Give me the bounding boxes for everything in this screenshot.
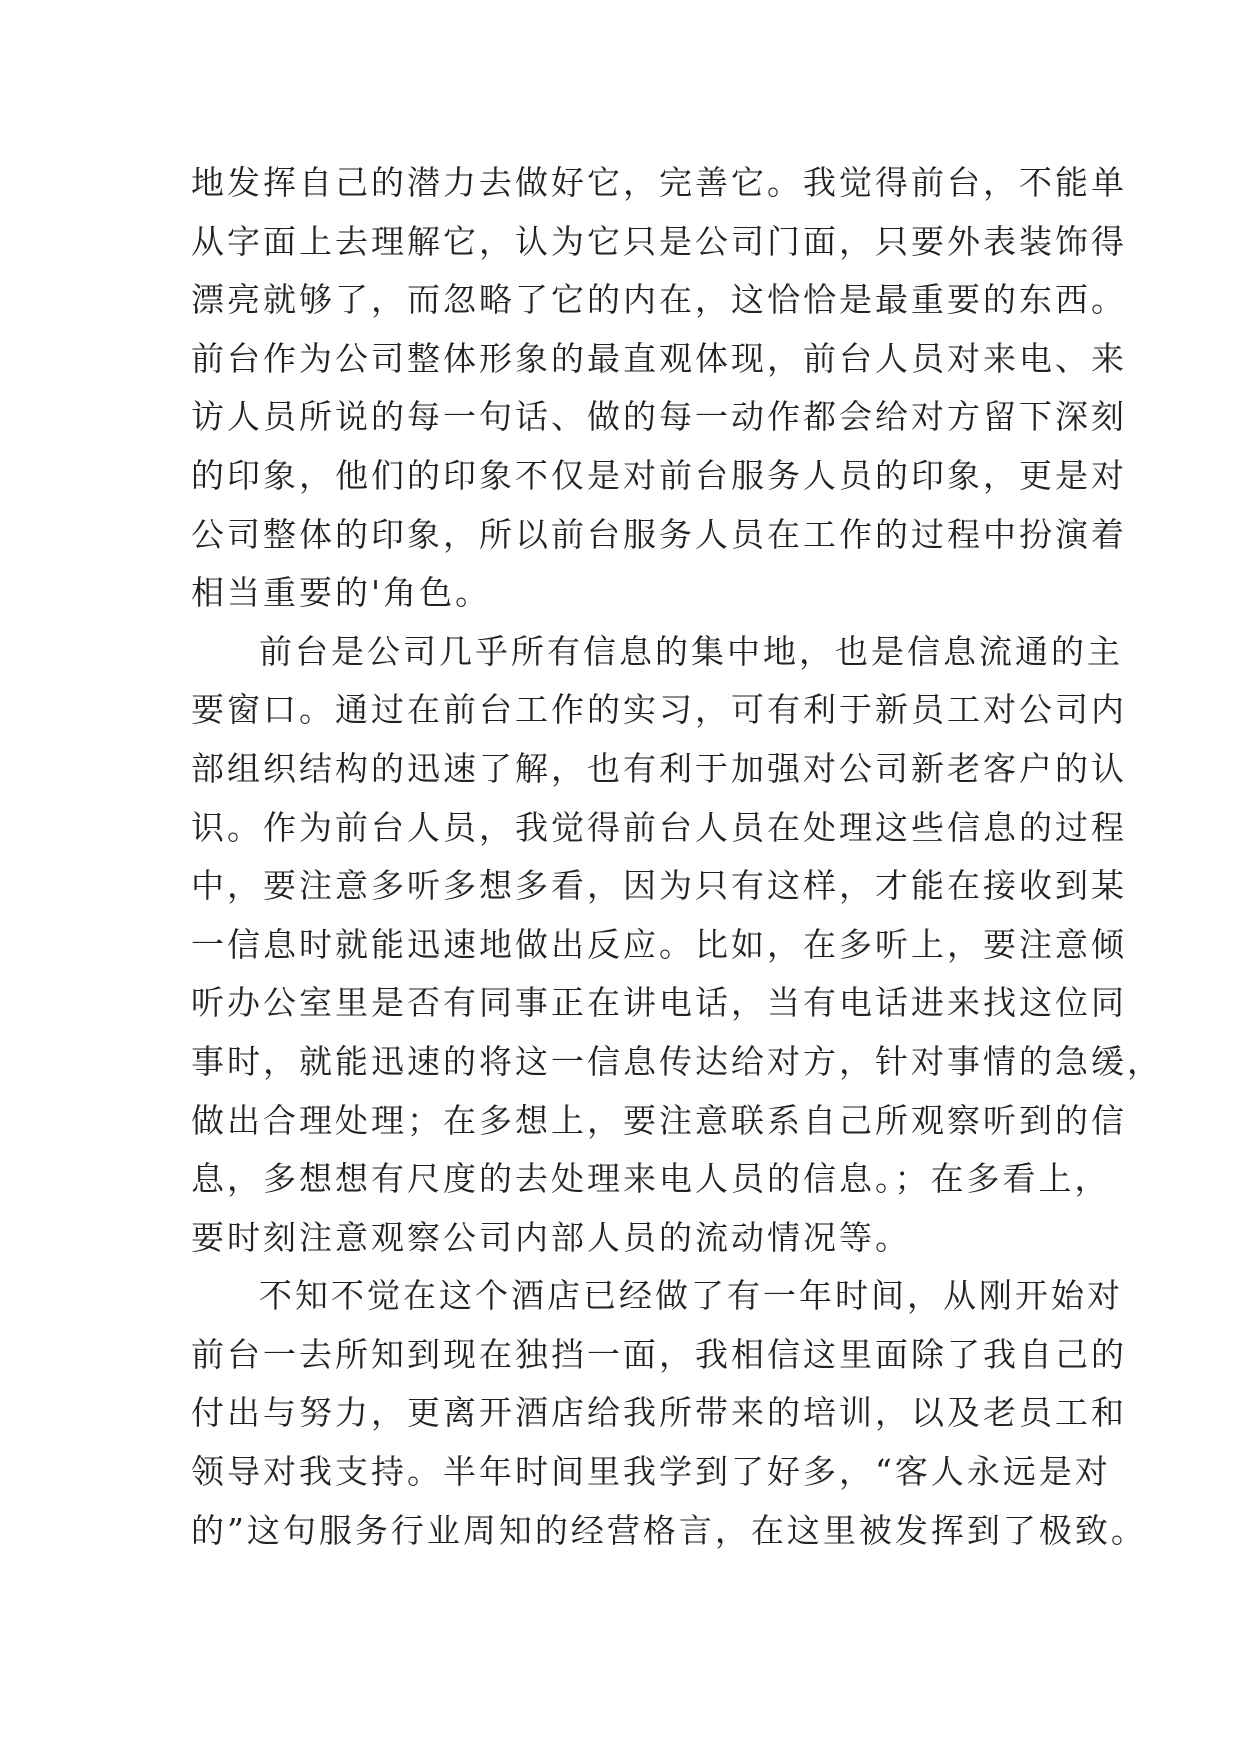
- text-line: 漂亮就够了，而忽略了它的内在，这恰恰是最重要的东西。: [191, 280, 1127, 320]
- text-line: 要时刻注意观察公司内部人员的流动情况等。: [191, 1217, 911, 1257]
- text-line: 听办公室里是否有同事正在讲电话，当有电话进来找这位同: [191, 983, 1127, 1023]
- text-line: 识。作为前台人员，我觉得前台人员在处理这些信息的过程: [191, 807, 1127, 847]
- text-line: 公司整体的印象，所以前台服务人员在工作的过程中扮演着: [191, 514, 1127, 554]
- text-line: 部组织结构的迅速了解，也有利于加强对公司新老客户的认: [191, 748, 1127, 788]
- paragraph-3: [191, 1267, 1147, 1560]
- text-line: 领导对我支持。半年时间里我学到了好多，“客人永远是对: [191, 1452, 1111, 1492]
- paragraph-1: [191, 154, 1127, 623]
- text-line: 前台是公司几乎所有信息的集中地，也是信息流通的主: [259, 631, 1123, 671]
- text-line: 中，要注意多听多想多看，因为只有这样，才能在接收到某: [191, 866, 1127, 906]
- body-text: [191, 154, 1163, 1560]
- paragraph-2: [191, 623, 1163, 1268]
- text-line: 付出与努力，更离开酒店给我所带来的培训，以及老员工和: [191, 1393, 1127, 1433]
- text-line: 前台作为公司整体形象的最直观体现，前台人员对来电、来: [191, 338, 1127, 378]
- text-line: 的印象，他们的印象不仅是对前台服务人员的印象，更是对: [191, 455, 1127, 495]
- text-line: 不知不觉在这个酒店已经做了有一年时间，从刚开始对: [259, 1276, 1123, 1316]
- text-line: 访人员所说的每一句话、做的每一动作都会给对方留下深刻: [191, 397, 1127, 437]
- text-line: 从字面上去理解它，认为它只是公司门面，只要外表装饰得: [191, 221, 1127, 261]
- text-line: 息，多想想有尺度的去处理来电人员的信息。；在多看上，: [191, 1159, 1111, 1199]
- text-line: 一信息时就能迅速地做出反应。比如，在多听上，要注意倾: [191, 924, 1127, 964]
- text-line: 要窗口。通过在前台工作的实习，可有利于新员工对公司内: [191, 690, 1127, 730]
- text-line: 事时，就能迅速的将这一信息传达给对方，针对事情的急缓，: [191, 1041, 1163, 1081]
- text-line: 的”这句服务行业周知的经营格言，在这里被发挥到了极致。: [191, 1510, 1147, 1550]
- text-line: 前台一去所知到现在独挡一面，我相信这里面除了我自己的: [191, 1334, 1127, 1374]
- text-line: 地发挥自己的潜力去做好它，完善它。我觉得前台，不能单: [191, 163, 1127, 202]
- text-line: 相当重要的'角色。: [191, 573, 492, 613]
- text-line: 做出合理处理；在多想上，要注意联系自己所观察听到的信: [191, 1100, 1127, 1140]
